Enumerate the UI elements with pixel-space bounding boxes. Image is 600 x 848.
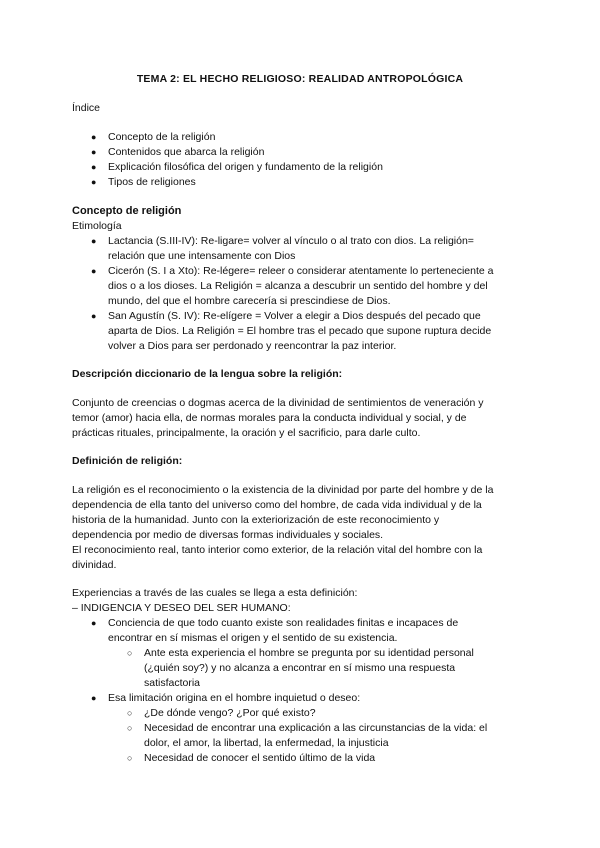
experiencia-sub-line: ¿De dónde vengo? ¿Por qué existo? (144, 707, 316, 719)
bullet: ● (91, 311, 97, 321)
etimologia-line: aparta de Dios. La Religión = El hombre tras el pecado que supone ruptura decide (108, 325, 492, 337)
bullet: ● (91, 618, 97, 628)
experiencia-line: encontrar en sí mismas el origen y el sentido de su existencia. (108, 632, 398, 644)
section-heading-definicion: Definición de religión: (72, 455, 183, 467)
index-item: Contenidos que abarca la religión (108, 146, 265, 158)
section-heading-concepto: Concepto de religión (72, 205, 182, 217)
bullet: ● (91, 147, 97, 157)
descripcion-line: temor (amor) hacia ella, de normas morales para la conducta individual y social, y de (72, 412, 467, 424)
etimologia-line: volver a Dios para ser perdonado y reencontrar la paz interior. (108, 340, 397, 352)
bullet: ● (91, 162, 97, 172)
etimologia-line: Cicerón (S. I a Xto): Re-légere= releer o considerar atentamente lo perteneciente a (108, 265, 494, 277)
experiencia-line: Conciencia de que todo cuanto existe son realidades finitas e incapaces de (108, 617, 459, 629)
experiencia-sub-line: Ante esta experiencia el hombre se pregunta por su identidad personal (144, 647, 474, 659)
experiencia-sub-line: dolor, el amor, la libertad, la enfermedad, la injusticia (144, 737, 389, 749)
definicion-line: dependencia por medio de diversas formas individuales y sociales. (72, 529, 384, 541)
etimologia-line: Lactancia (S.III-IV): Re-ligare= volver al vínculo o al trato con dios. La religión= (108, 235, 474, 247)
etimologia-line: relación que une intensamente con Dios (108, 250, 296, 262)
definicion-line: divinidad. (72, 559, 117, 571)
experiencias-subheading: – INDIGENCIA Y DESEO DEL SER HUMANO: (72, 602, 291, 614)
etimologia-line: mundo, del que el hombre carecería si prescindiese de Dios. (108, 295, 391, 307)
bullet: ● (91, 236, 97, 246)
index-heading: Índice (72, 102, 101, 114)
definicion-line: La religión es el reconocimiento o la existencia de la divinidad por parte del hombre y de la (72, 484, 494, 496)
definicion-line: dependencia de ella tanto del universo como del hombre, de cada vida individual y de la (72, 499, 482, 511)
definicion-line: historia de la humanidad. Junto con la exteriorización de este reconocimiento y (72, 514, 440, 526)
index-item: Explicación filosófica del origen y fundamento de la religión (108, 161, 383, 173)
experiencia-sub-line: Necesidad de encontrar una explicación a las circunstancias de la vida: el (144, 722, 488, 734)
sub-bullet: ○ (127, 753, 133, 763)
experiencias-intro: Experiencias a través de las cuales se llega a esta definición: (72, 587, 358, 599)
sub-bullet: ○ (127, 723, 133, 733)
index-item: Concepto de la religión (108, 131, 216, 143)
experiencia-sub-line: satisfactoria (144, 677, 201, 689)
sub-bullet: ○ (127, 648, 133, 658)
page-title: TEMA 2: EL HECHO RELIGIOSO: REALIDAD ANTROPOLÓGICA (136, 73, 464, 85)
bullet: ● (91, 266, 97, 276)
etimologia-line: San Agustín (S. IV): Re-elígere = Volver a elegir a Dios después del pecado que (108, 310, 481, 322)
index-item: Tipos de religiones (108, 176, 196, 188)
definicion-line: El reconocimiento real, tanto interior como exterior, de la relación vital del hombre con la (72, 544, 483, 556)
bullet: ● (91, 177, 97, 187)
bullet: ● (91, 693, 97, 703)
section-heading-descripcion: Descripción diccionario de la lengua sobre la religión: (72, 368, 343, 380)
bullet: ● (91, 132, 97, 142)
etimologia-line: dios o a los dioses. La Religión = alcanza a descubrir un sentido del hombre y del (108, 280, 488, 292)
sub-bullet: ○ (127, 708, 133, 718)
experiencia-sub-line: Necesidad de conocer el sentido último de la vida (144, 752, 376, 764)
descripcion-line: prácticas rituales, principalmente, la oración y el sacrificio, para darle culto. (72, 427, 421, 439)
descripcion-line: Conjunto de creencias o dogmas acerca de la divinidad de sentimientos de veneración y (72, 397, 484, 409)
etimologia-label: Etimología (72, 220, 122, 232)
experiencia-sub-line: (¿quién soy?) y no alcanza a encontrar en sí mismo una respuesta (144, 662, 456, 674)
experiencia-line: Esa limitación origina en el hombre inquietud o deseo: (108, 692, 361, 704)
